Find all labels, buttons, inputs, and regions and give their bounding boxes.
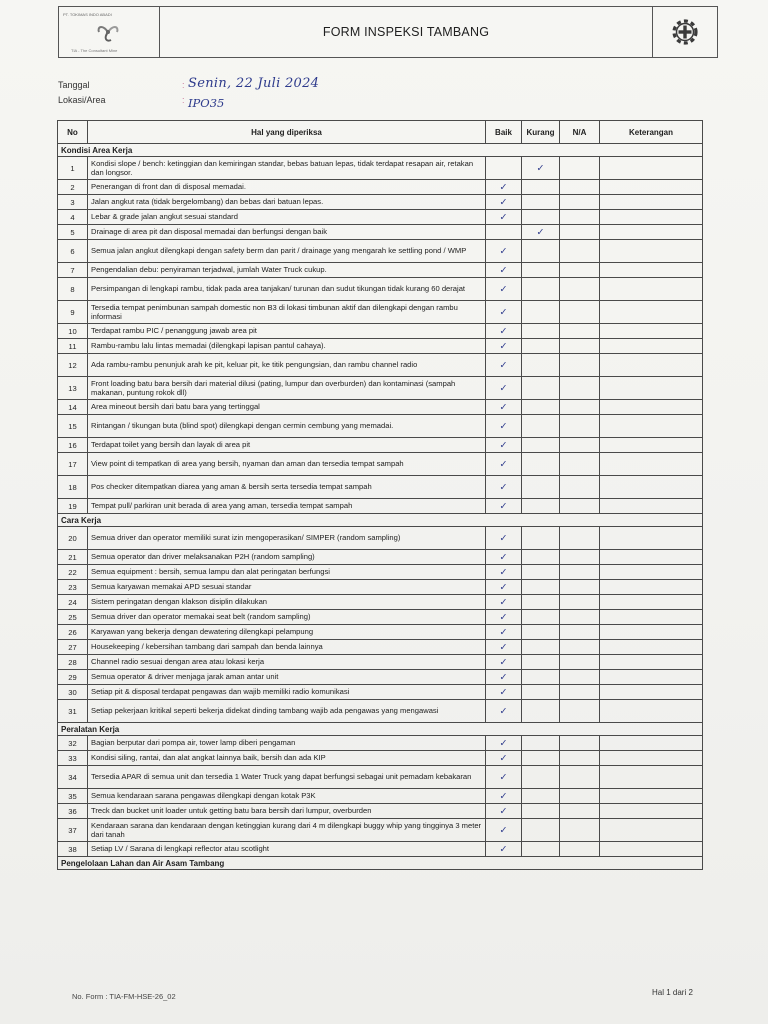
table-row bbox=[58, 595, 703, 610]
row-number: 4 bbox=[58, 210, 88, 225]
keterangan-cell[interactable] bbox=[600, 804, 703, 819]
section-title: Kondisi Area Kerja bbox=[58, 144, 703, 157]
na-cell[interactable] bbox=[560, 685, 600, 700]
table-row bbox=[58, 301, 703, 324]
section-row bbox=[58, 514, 703, 527]
keterangan-cell[interactable] bbox=[600, 655, 703, 670]
row-number: 27 bbox=[58, 640, 88, 655]
table-row bbox=[58, 499, 703, 514]
kurang-cell[interactable] bbox=[522, 278, 560, 301]
baik-cell[interactable]: ✓ bbox=[486, 842, 522, 857]
table-row bbox=[58, 400, 703, 415]
table-row bbox=[58, 527, 703, 550]
row-number: 11 bbox=[58, 339, 88, 354]
kurang-cell[interactable] bbox=[522, 301, 560, 324]
table-row bbox=[58, 640, 703, 655]
col-header-no: No bbox=[58, 121, 88, 144]
baik-cell[interactable] bbox=[486, 225, 522, 240]
baik-cell[interactable]: ✓ bbox=[486, 685, 522, 700]
row-item-text: Semua equipment : bersih, semua lampu dan alat peringatan berfungsi bbox=[88, 565, 486, 580]
keterangan-cell[interactable] bbox=[600, 595, 703, 610]
kurang-cell[interactable] bbox=[522, 476, 560, 499]
table-row bbox=[58, 685, 703, 700]
keterangan-cell[interactable] bbox=[600, 670, 703, 685]
row-item-text: Kondisi siling, rantai, dan alat angkat lainnya baik, bersih dan ada KIP bbox=[88, 751, 486, 766]
na-cell[interactable] bbox=[560, 527, 600, 550]
na-cell[interactable] bbox=[560, 278, 600, 301]
kurang-cell[interactable] bbox=[522, 804, 560, 819]
baik-cell[interactable]: ✓ bbox=[486, 640, 522, 655]
table-row bbox=[58, 225, 703, 240]
kurang-cell[interactable] bbox=[522, 453, 560, 476]
baik-cell[interactable]: ✓ bbox=[486, 655, 522, 670]
row-number: 23 bbox=[58, 580, 88, 595]
keterangan-cell[interactable] bbox=[600, 751, 703, 766]
kurang-cell[interactable]: ✓ bbox=[522, 225, 560, 240]
table-row bbox=[58, 263, 703, 278]
kurang-cell[interactable] bbox=[522, 610, 560, 625]
na-cell[interactable] bbox=[560, 789, 600, 804]
kurang-cell[interactable] bbox=[522, 670, 560, 685]
na-cell[interactable] bbox=[560, 842, 600, 857]
table-row bbox=[58, 751, 703, 766]
row-number: 15 bbox=[58, 415, 88, 438]
na-cell[interactable] bbox=[560, 655, 600, 670]
keterangan-cell[interactable] bbox=[600, 789, 703, 804]
baik-cell[interactable]: ✓ bbox=[486, 476, 522, 499]
na-cell[interactable] bbox=[560, 324, 600, 339]
na-cell[interactable] bbox=[560, 195, 600, 210]
baik-cell[interactable]: ✓ bbox=[486, 180, 522, 195]
keterangan-cell[interactable] bbox=[600, 527, 703, 550]
na-cell[interactable] bbox=[560, 263, 600, 278]
col-header-kurang: Kurang bbox=[522, 121, 560, 144]
kurang-cell[interactable] bbox=[522, 195, 560, 210]
kurang-cell[interactable] bbox=[522, 789, 560, 804]
kurang-cell[interactable] bbox=[522, 655, 560, 670]
row-item-text: Setiap pit & disposal terdapat pengawas dan wajib memiliki radio komunikasi bbox=[88, 685, 486, 700]
keterangan-cell[interactable] bbox=[600, 263, 703, 278]
kurang-cell[interactable] bbox=[522, 595, 560, 610]
row-item-text: Tersedia tempat penimbunan sampah domestic non B3 di lokasi timbunan aktif dan dilengkapi dengan rambu informasi bbox=[88, 301, 486, 324]
row-number: 3 bbox=[58, 195, 88, 210]
keterangan-cell[interactable] bbox=[600, 225, 703, 240]
table-row bbox=[58, 670, 703, 685]
row-number: 29 bbox=[58, 670, 88, 685]
na-cell[interactable] bbox=[560, 670, 600, 685]
row-item-text: Bagian berputar dari pompa air, tower lamp diberi pengaman bbox=[88, 736, 486, 751]
logo-tagline: TIA - The Consultant Mine bbox=[71, 48, 118, 53]
row-number: 21 bbox=[58, 550, 88, 565]
na-cell[interactable] bbox=[560, 751, 600, 766]
kurang-cell[interactable] bbox=[522, 766, 560, 789]
kurang-cell[interactable] bbox=[522, 324, 560, 339]
table-row bbox=[58, 377, 703, 400]
keterangan-cell[interactable] bbox=[600, 550, 703, 565]
table-row bbox=[58, 453, 703, 476]
form-number: No. Form : TIA-FM-HSE-26_02 bbox=[72, 992, 176, 1001]
kurang-cell[interactable] bbox=[522, 819, 560, 842]
section-title: Pengelolaan Lahan dan Air Asam Tambang bbox=[58, 857, 703, 870]
row-item-text: Ada rambu-rambu penunjuk arah ke pit, keluar pit, ke titik pengungsian, dan rambu channel radio bbox=[88, 354, 486, 377]
keterangan-cell[interactable] bbox=[600, 685, 703, 700]
table-row bbox=[58, 766, 703, 789]
baik-cell[interactable]: ✓ bbox=[486, 670, 522, 685]
kurang-cell[interactable]: ✓ bbox=[522, 157, 560, 180]
company-logo-icon bbox=[93, 21, 123, 43]
keterangan-cell[interactable] bbox=[600, 700, 703, 723]
section-title: Cara Kerja bbox=[58, 514, 703, 527]
baik-cell[interactable]: ✓ bbox=[486, 580, 522, 595]
baik-cell[interactable]: ✓ bbox=[486, 565, 522, 580]
date-label: Tanggal bbox=[58, 80, 90, 90]
row-number: 13 bbox=[58, 377, 88, 400]
keterangan-cell[interactable] bbox=[600, 354, 703, 377]
row-number: 9 bbox=[58, 301, 88, 324]
kurang-cell[interactable] bbox=[522, 438, 560, 453]
row-number: 10 bbox=[58, 324, 88, 339]
kurang-cell[interactable] bbox=[522, 527, 560, 550]
na-cell[interactable] bbox=[560, 595, 600, 610]
row-number: 1 bbox=[58, 157, 88, 180]
baik-cell[interactable]: ✓ bbox=[486, 240, 522, 263]
kurang-cell[interactable] bbox=[522, 550, 560, 565]
na-cell[interactable] bbox=[560, 180, 600, 195]
na-cell[interactable] bbox=[560, 499, 600, 514]
table-row bbox=[58, 580, 703, 595]
row-number: 6 bbox=[58, 240, 88, 263]
row-item-text: Semua operator dan driver melaksanakan P2H (random sampling) bbox=[88, 550, 486, 565]
na-cell[interactable] bbox=[560, 415, 600, 438]
kurang-cell[interactable] bbox=[522, 580, 560, 595]
page-number: Hal 1 dari 2 bbox=[652, 988, 693, 997]
na-cell[interactable] bbox=[560, 766, 600, 789]
baik-cell[interactable]: ✓ bbox=[486, 499, 522, 514]
baik-cell[interactable]: ✓ bbox=[486, 301, 522, 324]
section-row bbox=[58, 723, 703, 736]
baik-cell[interactable]: ✓ bbox=[486, 736, 522, 751]
table-row bbox=[58, 789, 703, 804]
baik-cell[interactable] bbox=[486, 157, 522, 180]
row-item-text: Semua jalan angkut dilengkapi dengan safety berm dan parit / drainage yang mengarah ke settling pond / WMP bbox=[88, 240, 486, 263]
col-header-keterangan: Keterangan bbox=[600, 121, 703, 144]
row-item-text: Penerangan di front dan di disposal memadai. bbox=[88, 180, 486, 195]
table-row bbox=[58, 625, 703, 640]
date-value[interactable]: Senin, 22 Juli 2024 bbox=[188, 76, 320, 91]
section-row bbox=[58, 857, 703, 870]
keterangan-cell[interactable] bbox=[600, 210, 703, 225]
row-number: 5 bbox=[58, 225, 88, 240]
row-number: 8 bbox=[58, 278, 88, 301]
na-cell[interactable] bbox=[560, 225, 600, 240]
row-item-text: Tersedia APAR di semua unit dan tersedia 1 Water Truck yang dapat berfungsi sebagai unit pemadam kebakaran bbox=[88, 766, 486, 789]
baik-cell[interactable]: ✓ bbox=[486, 339, 522, 354]
na-cell[interactable] bbox=[560, 550, 600, 565]
baik-cell[interactable]: ✓ bbox=[486, 400, 522, 415]
row-number: 38 bbox=[58, 842, 88, 857]
row-item-text: Housekeeping / kebersihan tambang dari sampah dan benda lainnya bbox=[88, 640, 486, 655]
table-header-row bbox=[58, 121, 703, 144]
baik-cell[interactable]: ✓ bbox=[486, 550, 522, 565]
baik-cell[interactable]: ✓ bbox=[486, 789, 522, 804]
table-row bbox=[58, 655, 703, 670]
kurang-cell[interactable] bbox=[522, 842, 560, 857]
row-item-text: Semua driver dan operator memakai seat belt (random sampling) bbox=[88, 610, 486, 625]
row-number: 7 bbox=[58, 263, 88, 278]
table-row bbox=[58, 354, 703, 377]
baik-cell[interactable]: ✓ bbox=[486, 610, 522, 625]
section-row bbox=[58, 144, 703, 157]
row-item-text: Semua operator & driver menjaga jarak aman antar unit bbox=[88, 670, 486, 685]
table-row bbox=[58, 476, 703, 499]
na-cell[interactable] bbox=[560, 157, 600, 180]
table-row bbox=[58, 610, 703, 625]
table-row bbox=[58, 700, 703, 723]
row-number: 18 bbox=[58, 476, 88, 499]
kurang-cell[interactable] bbox=[522, 685, 560, 700]
keterangan-cell[interactable] bbox=[600, 339, 703, 354]
na-cell[interactable] bbox=[560, 580, 600, 595]
gear-cross-icon bbox=[652, 7, 717, 57]
baik-cell[interactable]: ✓ bbox=[486, 377, 522, 400]
row-item-text: Tempat pull/ parkiran unit berada di area yang aman, tersedia tempat sampah bbox=[88, 499, 486, 514]
table-row bbox=[58, 339, 703, 354]
inspection-table bbox=[57, 120, 703, 870]
keterangan-cell[interactable] bbox=[600, 240, 703, 263]
na-cell[interactable] bbox=[560, 438, 600, 453]
col-header-item: Hal yang diperiksa bbox=[88, 121, 486, 144]
baik-cell[interactable]: ✓ bbox=[486, 751, 522, 766]
baik-cell[interactable]: ✓ bbox=[486, 324, 522, 339]
row-item-text: Semua driver dan operator memiliki surat izin mengoperasikan/ SIMPER (random sampling) bbox=[88, 527, 486, 550]
keterangan-cell[interactable] bbox=[600, 842, 703, 857]
na-cell[interactable] bbox=[560, 339, 600, 354]
keterangan-cell[interactable] bbox=[600, 301, 703, 324]
baik-cell[interactable]: ✓ bbox=[486, 415, 522, 438]
table-row bbox=[58, 550, 703, 565]
row-number: 24 bbox=[58, 595, 88, 610]
row-item-text: Terdapat toilet yang bersih dan layak di area pit bbox=[88, 438, 486, 453]
date-colon: : bbox=[182, 80, 185, 90]
row-item-text: Terdapat rambu PIC / penanggung jawab area pit bbox=[88, 324, 486, 339]
baik-cell[interactable]: ✓ bbox=[486, 527, 522, 550]
table-row bbox=[58, 415, 703, 438]
keterangan-cell[interactable] bbox=[600, 625, 703, 640]
location-value[interactable]: IPO35 bbox=[188, 96, 225, 110]
keterangan-cell[interactable] bbox=[600, 499, 703, 514]
table-row bbox=[58, 180, 703, 195]
na-cell[interactable] bbox=[560, 354, 600, 377]
baik-cell[interactable]: ✓ bbox=[486, 804, 522, 819]
row-item-text: Setiap LV / Sarana di lengkapi reflector atau scotlight bbox=[88, 842, 486, 857]
keterangan-cell[interactable] bbox=[600, 278, 703, 301]
na-cell[interactable] bbox=[560, 640, 600, 655]
row-item-text: Area mineout bersih dari batu bara yang tertinggal bbox=[88, 400, 486, 415]
company-name: PT. TOKIMAS INDO ABADI bbox=[63, 12, 112, 17]
kurang-cell[interactable] bbox=[522, 415, 560, 438]
na-cell[interactable] bbox=[560, 819, 600, 842]
na-cell[interactable] bbox=[560, 377, 600, 400]
table-row bbox=[58, 157, 703, 180]
baik-cell[interactable]: ✓ bbox=[486, 438, 522, 453]
row-number: 22 bbox=[58, 565, 88, 580]
row-number: 25 bbox=[58, 610, 88, 625]
table-row bbox=[58, 842, 703, 857]
keterangan-cell[interactable] bbox=[600, 453, 703, 476]
keterangan-cell[interactable] bbox=[600, 580, 703, 595]
company-logo bbox=[59, 7, 160, 57]
kurang-cell[interactable] bbox=[522, 625, 560, 640]
row-item-text: Treck dan bucket unit loader untuk getting batu bara bersih dari lumpur, overburden bbox=[88, 804, 486, 819]
row-item-text: Kendaraan sarana dan kendaraan dengan ketinggian kurang dari 4 m dilengkapi buggy whip yang tingginya 3 meter dari tanah bbox=[88, 819, 486, 842]
baik-cell[interactable]: ✓ bbox=[486, 210, 522, 225]
baik-cell[interactable]: ✓ bbox=[486, 700, 522, 723]
keterangan-cell[interactable] bbox=[600, 324, 703, 339]
table-row bbox=[58, 819, 703, 842]
na-cell[interactable] bbox=[560, 625, 600, 640]
location-label: Lokasi/Area bbox=[58, 95, 106, 105]
kurang-cell[interactable] bbox=[522, 377, 560, 400]
kurang-cell[interactable] bbox=[522, 180, 560, 195]
row-item-text: Lebar & grade jalan angkut sesuai standard bbox=[88, 210, 486, 225]
kurang-cell[interactable] bbox=[522, 339, 560, 354]
kurang-cell[interactable] bbox=[522, 700, 560, 723]
baik-cell[interactable]: ✓ bbox=[486, 195, 522, 210]
keterangan-cell[interactable] bbox=[600, 157, 703, 180]
na-cell[interactable] bbox=[560, 453, 600, 476]
na-cell[interactable] bbox=[560, 565, 600, 580]
row-item-text: Semua karyawan memakai APD sesuai standar bbox=[88, 580, 486, 595]
section-title: Peralatan Kerja bbox=[58, 723, 703, 736]
table-row bbox=[58, 240, 703, 263]
row-number: 37 bbox=[58, 819, 88, 842]
row-item-text: Kondisi slope / bench: ketinggian dan kemiringan standar, bebas batuan lepas, tidak terdapat resapan air, retakan dan longsor. bbox=[88, 157, 486, 180]
row-number: 33 bbox=[58, 751, 88, 766]
row-item-text: Sistem peringatan dengan klakson disiplin dilakukan bbox=[88, 595, 486, 610]
keterangan-cell[interactable] bbox=[600, 819, 703, 842]
row-number: 30 bbox=[58, 685, 88, 700]
kurang-cell[interactable] bbox=[522, 736, 560, 751]
baik-cell[interactable]: ✓ bbox=[486, 819, 522, 842]
keterangan-cell[interactable] bbox=[600, 415, 703, 438]
kurang-cell[interactable] bbox=[522, 499, 560, 514]
table-row bbox=[58, 324, 703, 339]
row-item-text: Setiap pekerjaan kritikal seperti bekerja didekat dinding tambang wajib ada pengawas yang mengawasi bbox=[88, 700, 486, 723]
na-cell[interactable] bbox=[560, 804, 600, 819]
kurang-cell[interactable] bbox=[522, 354, 560, 377]
table-row bbox=[58, 565, 703, 580]
keterangan-cell[interactable] bbox=[600, 180, 703, 195]
kurang-cell[interactable] bbox=[522, 640, 560, 655]
keterangan-cell[interactable] bbox=[600, 400, 703, 415]
row-number: 2 bbox=[58, 180, 88, 195]
row-item-text: View point di tempatkan di area yang bersih, nyaman dan aman dan tersedia tempat sampah bbox=[88, 453, 486, 476]
na-cell[interactable] bbox=[560, 476, 600, 499]
form-header bbox=[58, 6, 718, 58]
baik-cell[interactable]: ✓ bbox=[486, 453, 522, 476]
row-number: 19 bbox=[58, 499, 88, 514]
row-item-text: Drainage di area pit dan disposal memadai dan berfungsi dengan baik bbox=[88, 225, 486, 240]
baik-cell[interactable]: ✓ bbox=[486, 595, 522, 610]
na-cell[interactable] bbox=[560, 240, 600, 263]
row-number: 31 bbox=[58, 700, 88, 723]
kurang-cell[interactable] bbox=[522, 400, 560, 415]
row-number: 12 bbox=[58, 354, 88, 377]
row-number: 28 bbox=[58, 655, 88, 670]
kurang-cell[interactable] bbox=[522, 240, 560, 263]
keterangan-cell[interactable] bbox=[600, 377, 703, 400]
keterangan-cell[interactable] bbox=[600, 766, 703, 789]
keterangan-cell[interactable] bbox=[600, 438, 703, 453]
baik-cell[interactable]: ✓ bbox=[486, 625, 522, 640]
table-row bbox=[58, 804, 703, 819]
row-number: 16 bbox=[58, 438, 88, 453]
row-item-text: Persimpangan di lengkapi rambu, tidak pada area tanjakan/ turunan dan sudut tikungan tidak kurang 60 derajat bbox=[88, 278, 486, 301]
row-item-text: Pengendalian debu: penyiraman terjadwal, jumlah Water Truck cukup. bbox=[88, 263, 486, 278]
table-row bbox=[58, 736, 703, 751]
col-header-na: N/A bbox=[560, 121, 600, 144]
keterangan-cell[interactable] bbox=[600, 195, 703, 210]
row-number: 36 bbox=[58, 804, 88, 819]
kurang-cell[interactable] bbox=[522, 210, 560, 225]
table-row bbox=[58, 278, 703, 301]
col-header-baik: Baik bbox=[486, 121, 522, 144]
na-cell[interactable] bbox=[560, 210, 600, 225]
row-item-text: Karyawan yang bekerja dengan dewatering dilengkapi pelampung bbox=[88, 625, 486, 640]
na-cell[interactable] bbox=[560, 301, 600, 324]
kurang-cell[interactable] bbox=[522, 263, 560, 278]
na-cell[interactable] bbox=[560, 400, 600, 415]
baik-cell[interactable]: ✓ bbox=[486, 263, 522, 278]
row-number: 20 bbox=[58, 527, 88, 550]
na-cell[interactable] bbox=[560, 736, 600, 751]
baik-cell[interactable]: ✓ bbox=[486, 354, 522, 377]
keterangan-cell[interactable] bbox=[600, 476, 703, 499]
keterangan-cell[interactable] bbox=[600, 565, 703, 580]
keterangan-cell[interactable] bbox=[600, 610, 703, 625]
keterangan-cell[interactable] bbox=[600, 736, 703, 751]
row-number: 26 bbox=[58, 625, 88, 640]
row-number: 34 bbox=[58, 766, 88, 789]
na-cell[interactable] bbox=[560, 700, 600, 723]
row-item-text: Jalan angkut rata (tidak bergelombang) dan bebas dari batuan lepas. bbox=[88, 195, 486, 210]
row-item-text: Channel radio sesuai dengan area atau lokasi kerja bbox=[88, 655, 486, 670]
baik-cell[interactable]: ✓ bbox=[486, 278, 522, 301]
row-item-text: Rintangan / tikungan buta (blind spot) dilengkapi dengan cermin cembung yang memadai. bbox=[88, 415, 486, 438]
row-item-text: Front loading batu bara bersih dari material dilusi (pating, lumpur dan overburden) dan kontaminasi (sampah makanan, puntung rokok dll) bbox=[88, 377, 486, 400]
baik-cell[interactable]: ✓ bbox=[486, 766, 522, 789]
row-number: 17 bbox=[58, 453, 88, 476]
row-number: 35 bbox=[58, 789, 88, 804]
row-item-text: Semua kendaraan sarana pengawas dilengkapi dengan kotak P3K bbox=[88, 789, 486, 804]
table-body bbox=[58, 144, 703, 870]
row-number: 14 bbox=[58, 400, 88, 415]
row-number: 32 bbox=[58, 736, 88, 751]
na-cell[interactable] bbox=[560, 610, 600, 625]
table-row bbox=[58, 438, 703, 453]
keterangan-cell[interactable] bbox=[600, 640, 703, 655]
form-title: FORM INSPEKSI TAMBANG bbox=[322, 25, 490, 39]
location-colon: : bbox=[182, 95, 185, 105]
row-item-text: Rambu-rambu lalu lintas memadai (dilengkapi lapisan pantul cahaya). bbox=[88, 339, 486, 354]
row-item-text: Pos checker ditempatkan diarea yang aman & bersih serta tersedia tempat sampah bbox=[88, 476, 486, 499]
kurang-cell[interactable] bbox=[522, 565, 560, 580]
table-row bbox=[58, 195, 703, 210]
kurang-cell[interactable] bbox=[522, 751, 560, 766]
table-row bbox=[58, 210, 703, 225]
